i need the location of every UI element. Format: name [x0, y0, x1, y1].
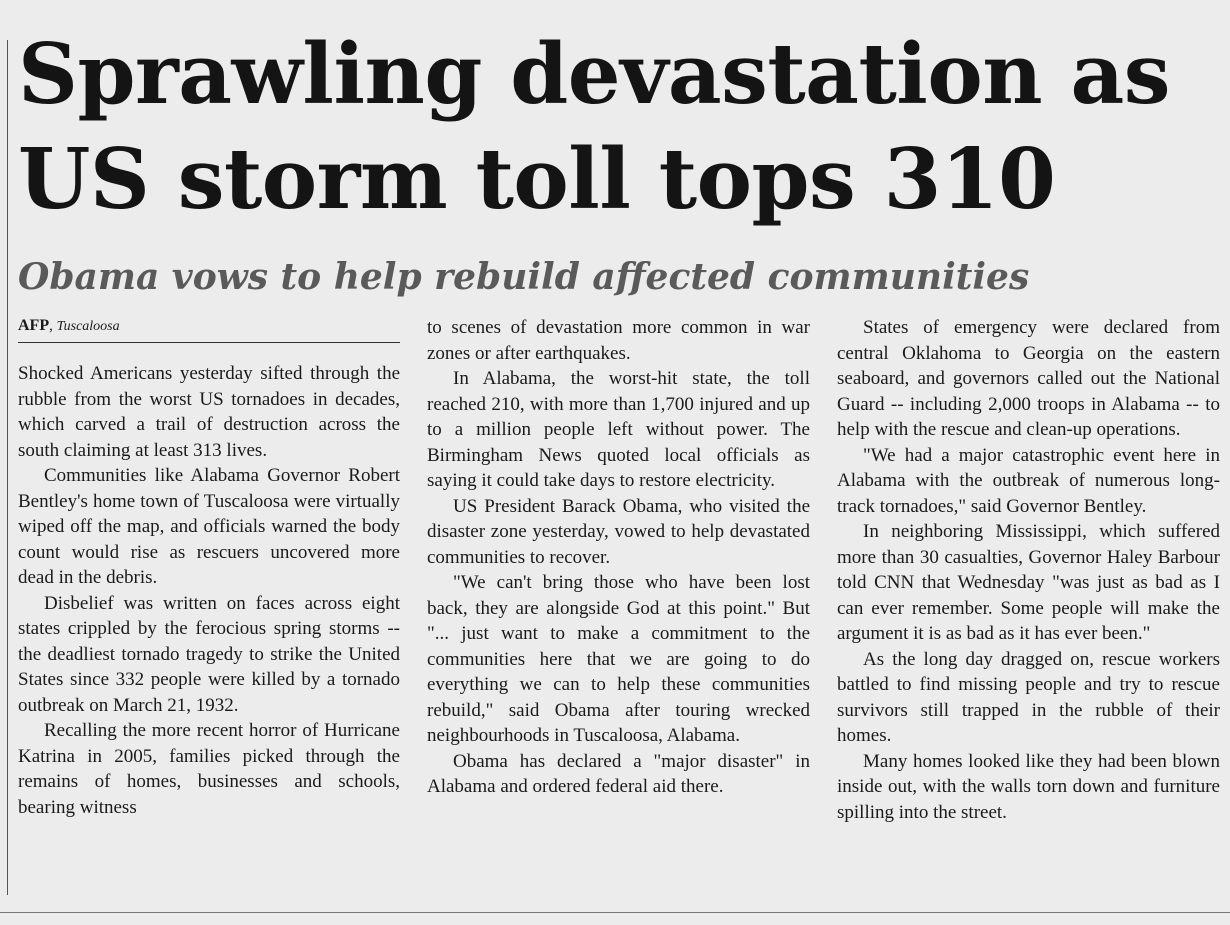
byline-location: Tuscaloosa	[56, 319, 120, 334]
article-paragraph: As the long day dragged on, rescue workers battled to find missing people and try to rescue survivors still trapped in the rubble of their homes.	[837, 648, 1220, 746]
article-paragraph: Shocked Americans yesterday sifted through the rubble from the worst US tornadoes in decades, which carved a trail of destruction across the south claiming at least 313 lives.	[18, 363, 400, 461]
article-paragraph: "We can't bring those who have been lost back, they are alongside God at this point." But "... just want to make a commitment to the communities here that we are going to do everything we can to help these communities rebuild," said Obama after touring wrecked neighbourhoods in Tuscaloosa, Alabama.	[427, 572, 810, 746]
byline-separator: ,	[49, 318, 53, 334]
article-paragraph: Disbelief was written on faces across eight states crippled by the ferocious spring storms -- the deadliest tornado tragedy to strike the United States since 332 people were killed by a tornado outbreak on March 21, 1932.	[18, 592, 400, 716]
byline-agency: AFP	[18, 317, 50, 334]
article-paragraph: Obama has declared a "major disaster" in Alabama and ordered federal aid there.	[427, 750, 810, 797]
article-paragraph: "We had a major catastrophic event here in Alabama with the outbreak of numerous long-track tornadoes," said Governor Bentley.	[837, 444, 1220, 517]
article-paragraph: In Alabama, the worst-hit state, the toll reached 210, with more than 1,700 injured and up to a million people left without power. The Birmingham News quoted local officials as saying it could take days to restore electricity.	[427, 368, 810, 491]
article-paragraph: States of emergency were declared from central Oklahoma to Georgia on the eastern seaboard, and governors called out the National Guard -- including 2,000 troops in Alabama -- to help with the rescue and clean-up operations.	[837, 317, 1220, 440]
article-paragraph: to scenes of devastation more common in war zones or after earthquakes.	[427, 317, 810, 364]
article-paragraph: Recalling the more recent horror of Hurricane Katrina in 2005, families picked through the remains of homes, businesses and schools, bearing witness	[18, 720, 400, 818]
article-column-3	[837, 315, 1220, 825]
article-column-2	[427, 315, 810, 800]
headline-line-2: US storm toll tops 310	[18, 130, 1056, 228]
headline-line-1: Sprawling devastation as	[18, 25, 1170, 123]
headline	[18, 22, 1218, 232]
article-column-1	[18, 361, 400, 820]
article-paragraph: US President Barack Obama, who visited the disaster zone yesterday, vowed to help devastated communities to recover.	[427, 495, 810, 568]
article-paragraph: Communities like Alabama Governor Robert Bentley's home town of Tuscaloosa were virtually wiped off the map, and officials warned the body count would rise as rescuers uncovered more dead in the debris.	[18, 465, 400, 588]
left-column-rule	[7, 40, 8, 895]
byline	[18, 314, 400, 343]
article-paragraph: In neighboring Mississippi, which suffered more than 30 casualties, Governor Haley Barbour told CNN that Wednesday "was just as bad as I can ever remember. Some people will make the argument it is as bad as it has ever been."	[837, 521, 1220, 644]
subheadline: Obama vows to help rebuild affected communities	[18, 256, 1030, 298]
bottom-rule	[0, 912, 1230, 913]
article-paragraph: Many homes looked like they had been blown inside out, with the walls torn down and furniture spilling into the street.	[837, 750, 1220, 823]
